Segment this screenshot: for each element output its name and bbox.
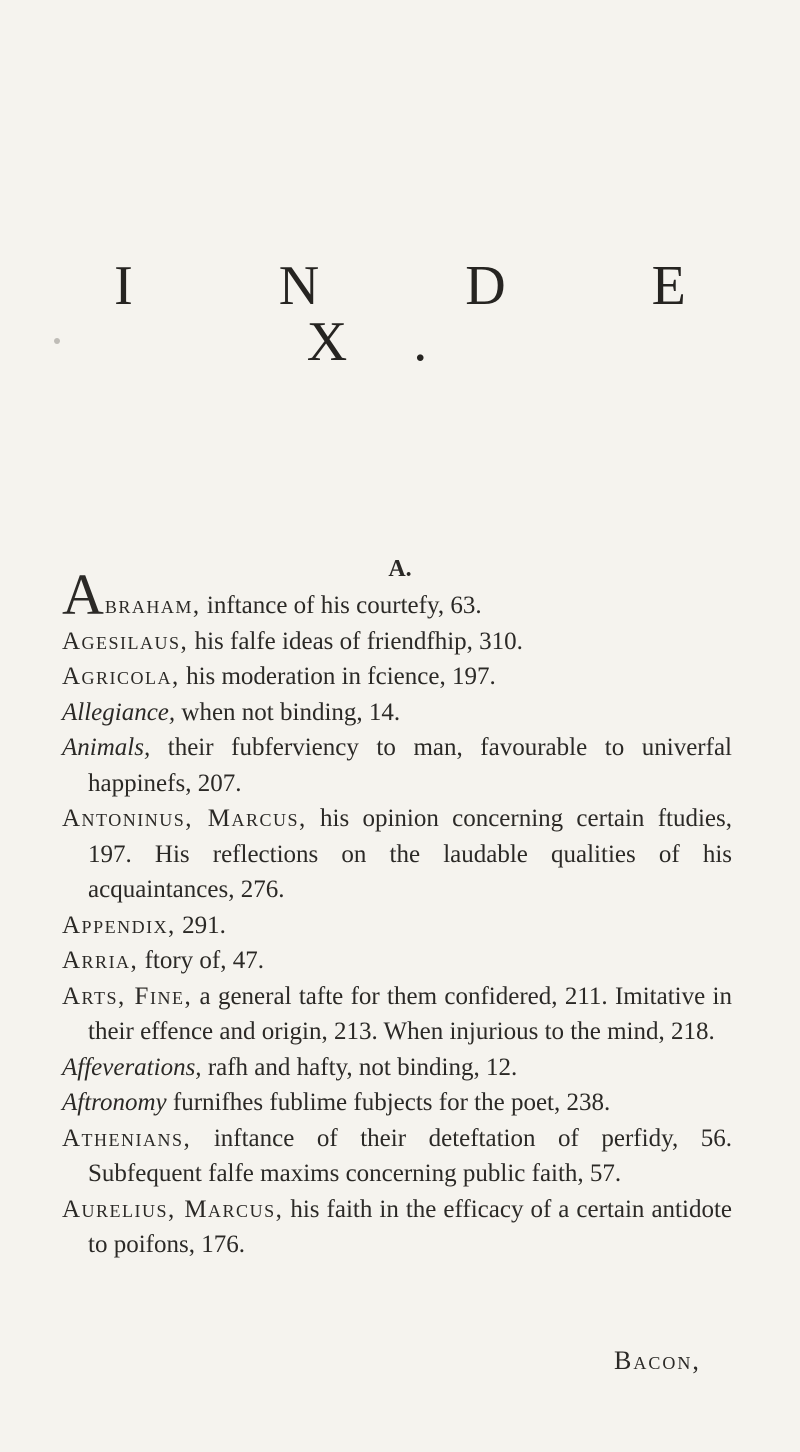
entry-headword: Agricola, <box>62 663 180 690</box>
entry-headword: Allegiance, <box>62 698 176 726</box>
index-entry <box>62 1192 732 1263</box>
entry-headword: braham, <box>104 592 201 619</box>
section-letter: A. <box>388 556 412 582</box>
index-entry <box>62 1121 732 1192</box>
entry-text: inftance of their deteftation of perfidy, 56. Subfequent falfe maxims concerning public faith, 57. <box>88 1124 732 1187</box>
entry-headword: Antoninus, Marcus, <box>62 805 307 832</box>
index-entry <box>62 695 732 731</box>
entry-headword: Aurelius, Marcus, <box>62 1195 284 1223</box>
entry-text: a general tafte for them confidered, 211. Imitative in their effence and origin, 213. When injurious to the mind, 218. <box>88 982 732 1045</box>
entry-text: inftance of his courtefy, 63. <box>200 592 482 619</box>
entry-text: his opinion concerning certain ftudies, 197. His reflections on the laudable qualities of his acquaintances, 276. <box>88 805 732 903</box>
entry-headword: Agesilaus, <box>62 627 189 655</box>
entry-text: his falfe ideas of friendfhip, 310. <box>188 627 523 655</box>
entry-text: when not binding, 14. <box>175 698 401 726</box>
drop-cap: A <box>62 562 104 627</box>
index-entry <box>62 801 732 908</box>
entry-headword: Arria, <box>62 947 139 974</box>
entry-text: his moderation in fcience, 197. <box>179 663 496 690</box>
index-entry <box>62 908 732 944</box>
index-entry <box>62 659 732 695</box>
index-entries <box>62 562 732 1263</box>
index-entry <box>62 979 732 1050</box>
page-title: I N D E X. <box>114 255 752 373</box>
entry-text: their fubferviency to man, favourable to univerfal happinefs, 207. <box>88 734 732 797</box>
entry-text: ftory of, 47. <box>138 947 264 974</box>
entry-headword: Appendix, <box>62 911 176 939</box>
entry-headword: Arts, Fine, <box>62 982 193 1010</box>
entry-headword: Aftronomy <box>62 1089 167 1116</box>
entry-text: furnifhes fublime fubjects for the poet, 238. <box>166 1089 611 1116</box>
catchword: Bacon, <box>614 1346 701 1375</box>
index-entry <box>62 562 732 627</box>
index-entry <box>62 730 732 801</box>
entry-headword: Animals, <box>62 734 151 761</box>
entry-headword: Affeverations, <box>62 1053 202 1081</box>
index-entry <box>62 624 732 660</box>
entry-text: his faith in the efficacy of a certain antidote to poifons, 176. <box>88 1195 732 1258</box>
index-entry <box>62 1050 732 1086</box>
entry-text: 291. <box>175 911 226 939</box>
entry-text: rafh and hafty, not binding, 12. <box>201 1053 518 1081</box>
index-entry <box>62 1085 732 1121</box>
entry-headword: Athenians, <box>62 1124 192 1152</box>
index-entry <box>62 943 732 979</box>
